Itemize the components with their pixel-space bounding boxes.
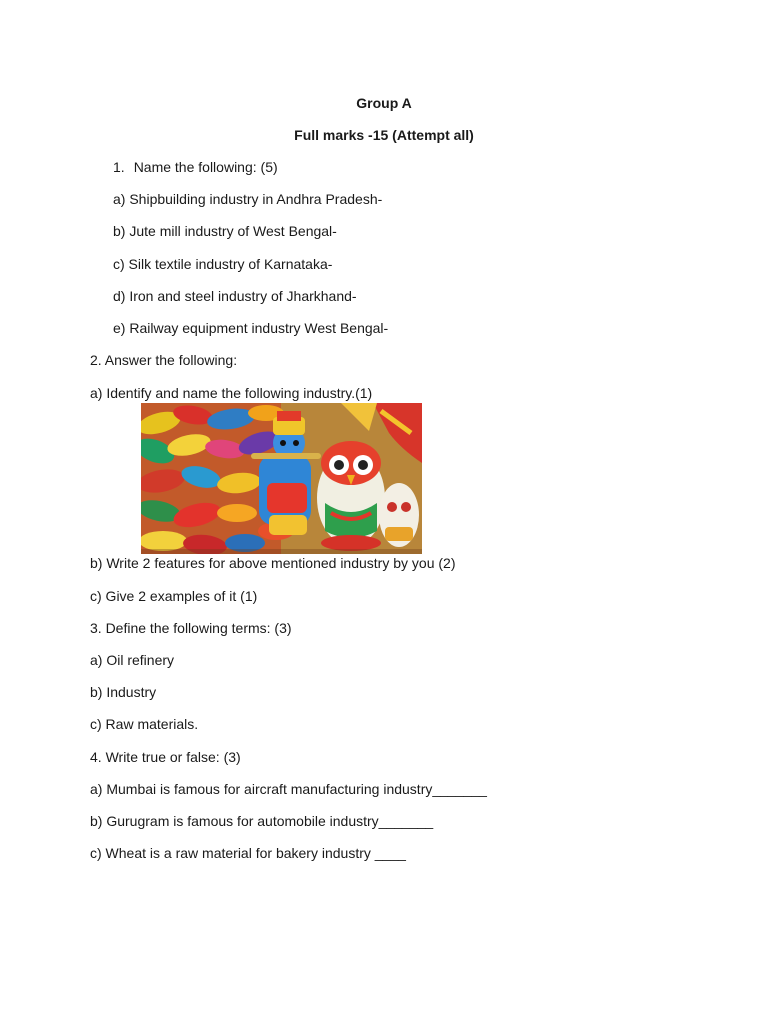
question-2-title: 2. Answer the following: <box>90 352 238 368</box>
q1-item-c: c) Silk textile industry of Karnataka- <box>113 256 333 272</box>
question-1-text: Name the following: (5) <box>133 159 278 175</box>
q1-item-b: b) Jute mill industry of West Bengal- <box>113 223 337 239</box>
q4-item-b: b) Gurugram is famous for automobile industry_______ <box>90 813 434 829</box>
full-marks-heading: Full marks -15 (Attempt all) <box>294 127 474 143</box>
q4-item-c: c) Wheat is a raw material for bakery industry ____ <box>90 845 406 861</box>
question-1-number: 1. <box>113 159 125 175</box>
q2-part-a: a) Identify and name the following industry.(1) <box>90 385 373 401</box>
q1-item-a: a) Shipbuilding industry in Andhra Pradesh- <box>113 191 383 207</box>
q3-item-a: a) Oil refinery <box>90 652 175 668</box>
group-heading: Group A <box>356 95 412 111</box>
question-1-title <box>113 158 278 176</box>
question-4-title: 4. Write true or false: (3) <box>90 749 241 765</box>
q4-item-a: a) Mumbai is famous for aircraft manufacturing industry_______ <box>90 781 487 797</box>
q1-item-d: d) Iron and steel industry of Jharkhand- <box>113 288 357 304</box>
q3-item-c: c) Raw materials. <box>90 716 199 732</box>
q1-item-e: e) Railway equipment industry West Bengal- <box>113 320 389 336</box>
q2-part-b: b) Write 2 features for above mentioned industry by you (2) <box>90 555 456 571</box>
handicraft-figurines-photo <box>141 403 422 554</box>
q2-part-c: c) Give 2 examples of it (1) <box>90 588 258 604</box>
question-3-title: 3. Define the following terms: (3) <box>90 620 292 636</box>
q3-item-b: b) Industry <box>90 684 157 700</box>
